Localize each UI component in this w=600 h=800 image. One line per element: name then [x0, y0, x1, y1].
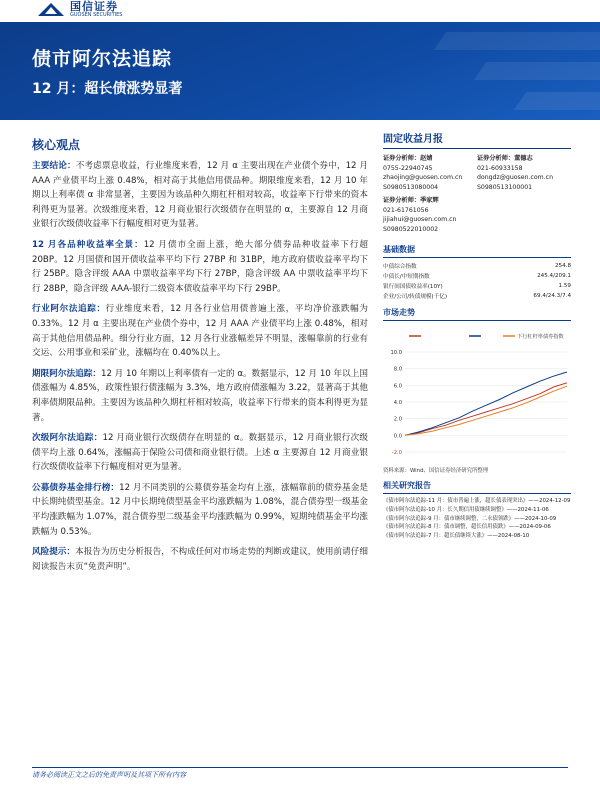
analyst-name: [383, 154, 477, 164]
basic-data-heading: 基础数据: [383, 244, 571, 258]
y-tick-label: 0.0: [393, 433, 402, 440]
summary-paragraph: [32, 431, 368, 475]
series-line: [405, 386, 567, 435]
paragraph-label: 公募债券基金排行榜：: [32, 482, 120, 493]
basic-data-label: 中债综合指数: [383, 264, 417, 270]
analyst-cert: S0980522010002: [383, 225, 439, 233]
title-banner: [0, 22, 600, 120]
analyst-name-text: 董德志: [514, 155, 533, 162]
summary-paragraph: [32, 367, 368, 425]
analyst-name-text: 季家辉: [420, 197, 439, 204]
paragraph-label: 次级阿尔法追踪：: [32, 433, 103, 444]
summary-paragraph: [32, 238, 368, 296]
y-tick-label: 6.0: [393, 383, 402, 390]
basic-data-value: 254.8: [554, 263, 571, 269]
paragraph-text: 本报告为历史分析报告，不构成任何对市场走势的判断或建议，使用前请仔细阅读报告末页“免责声明”。: [32, 547, 368, 572]
paragraph-text: 12 月 10 年期以上利率债有一定的 α。数据显示，12 月 10 年以上国债涨幅为 4.85%，政策性银行债涨幅为 3.3%，地方政府债涨幅为 3.22，显著高于其他利率债期限品种。主要因为该品种久期杠杆相对较高，收益率下行带来的资本利得更为显著。: [32, 368, 368, 423]
paragraph-text: 12 月不同类别的公募债券基金均有上涨，涨幅靠前的债券基金是中长期纯债型基金。12 月中长期纯债型基金平均涨跌幅为 1.08%，混合债券型一级基金平均涨跌幅为 1.07%，混合债券型二级基金平均涨跌幅为 0.99%，短期纯债基金平均涨跌幅为 0.53%。: [32, 482, 368, 537]
analyst-name: [477, 154, 571, 164]
analyst-role: 证券分析师：: [383, 155, 421, 162]
paragraph-text: 行业维度来看，12 月各行业信用债普遍上涨，平均净价涨跌幅为 0.33%。12 月 α 主要出现在产业债个券中，12 月 AAA 产业债平均上涨 0.48%，相对高于其他信用债品种。细分行业方面，12 月各行业涨幅差异不明显，涨幅靠前的行业有交运、公用事业和采矿业，涨幅均在 0.40%以上。: [32, 304, 368, 359]
report-subtitle: 12 月：超长债涨势显著: [32, 81, 183, 97]
paragraph-label: 行业阿尔法追踪：: [32, 304, 106, 315]
paragraph-label: 风险提示：: [32, 547, 76, 558]
summary-paragraph: [32, 481, 368, 539]
analyst-name: [383, 196, 477, 206]
summary-paragraph: [32, 545, 368, 574]
paragraph-text: 12 月债市全面上涨，绝大部分债券品种收益率下行超 20BP。12 月国债和国开债收益率平均下行 27BP 和 31BP，地方政府债收益率平均下行 25BP。隐含评级 AAA 中票收益率平均下行 27BP，隐含评级 AA 中票收益率平均下行 28BP，隐含评级 AAA-银行二级资本债收益率平均下行 29BP。: [32, 239, 369, 294]
analyst-card: [383, 154, 477, 192]
basic-data-row: [383, 281, 571, 291]
footer-disclaimer: 请务必阅读正文之后的免责声明及其项下所有内容: [32, 771, 186, 779]
legend-label: 下行杠杆率债券指数: [517, 334, 564, 340]
analyst-cert: S0980513080004: [383, 183, 439, 191]
basic-data-value: 69.4/24.3/7.4: [533, 293, 571, 299]
related-research-heading: 相关研究报告: [383, 480, 571, 494]
paragraph-label: 主要结论：: [32, 161, 76, 171]
basic-data-row: [383, 271, 571, 281]
summary-paragraph: [32, 159, 368, 232]
related-research-list: [383, 497, 571, 541]
analyst-email[interactable]: dongdz@guosen.com.cn: [477, 174, 553, 181]
logo-name-cn: 国信证券: [70, 0, 118, 13]
paragraph-text: 不考虑票息收益，行业维度来看，12 月 α 主要出现在产业债个券中，12 月 AAA 产业债平均上涨 0.48%，相对高于其他信用债品种。期限维度来看，12 月 10 年期以上利率债 α 非常显著，主要因为该品种久期杠杆相对较高，收益率下行带来的资本利得更为显著。次级维度来看，12 月商业银行次级债存在明显的 α，主要源自 12 月商业银行次级债收益率下行幅度相对更为显著。: [32, 161, 368, 230]
basic-data-label: 银行间国债收益率(10Y): [383, 284, 443, 290]
basic-data-table: [383, 261, 571, 301]
report-type: 固定收益月报: [383, 130, 571, 149]
related-report-link[interactable]: 《债市阿尔法追踪-10 月：长久期信用债继续调整》——2024-11-06: [383, 506, 549, 513]
basic-data-value: 1.59: [558, 283, 571, 289]
logo-name-en: GUOSEN SECURITIES: [70, 11, 123, 18]
basic-data-label: 中债长/中短期指数: [383, 274, 430, 280]
guosen-logo: [38, 0, 122, 18]
market-trend-chart: [383, 324, 571, 464]
analyst-card: [477, 154, 571, 192]
analyst-phone: 0755-22940745: [383, 164, 433, 172]
market-trend-heading: 市场走势: [383, 307, 571, 321]
paragraph-label: 12 月各品种收益率全景：: [32, 239, 144, 250]
analyst-role: 证券分析师：: [383, 197, 421, 204]
basic-data-row: [383, 291, 571, 301]
y-tick-label: 8.0: [393, 366, 402, 373]
basic-data-value: 245.4/209.1: [537, 273, 571, 279]
main-content: [32, 130, 368, 580]
summary-paragraph: [32, 302, 368, 360]
analyst-cert: S0980513100001: [477, 183, 533, 191]
y-tick-label: -2.0: [391, 450, 402, 456]
related-report-link[interactable]: 《债市阿尔法追踪-7 月：超长债继续大涨》——2024-08-10: [383, 533, 530, 540]
analyst-phone: 021-60933158: [477, 164, 523, 172]
series-line: [405, 383, 567, 436]
logo-mark-icon: [38, 1, 64, 17]
analyst-email[interactable]: zhaojing@guosen.com.cn: [383, 174, 463, 181]
series-line: [405, 372, 567, 435]
chart-source: 资料来源：Wind、国信证券经济研究所整理: [383, 468, 489, 474]
analyst-role: 证券分析师：: [477, 155, 515, 162]
core-views-heading: 核心观点: [32, 138, 81, 152]
basic-data-label: 企业/公司/转债规模(千亿): [383, 294, 448, 300]
related-report-link[interactable]: 《债市阿尔法追踪-8 月：债市调整，超长信用债跌》——2024-09-06: [383, 524, 551, 531]
analyst-name-text: 赵婧: [420, 155, 433, 162]
analyst-list: [383, 154, 571, 238]
paragraph-text: 12 月商业银行次级债存在明显的 α。数据显示，12 月商业银行次级债平均上涨 0.64%，涨幅高于保险公司债和商业银行债。上述 α 主要源自 12 月商业银行次级债收益率下行幅度相对更为显著。: [32, 433, 368, 473]
analyst-email[interactable]: jijiahui@guosen.com.cn: [383, 216, 457, 223]
sidebar: [383, 130, 571, 541]
market-trend-svg: [383, 324, 571, 464]
report-title: 债市阿尔法追踪: [32, 48, 173, 70]
related-report-link[interactable]: 《债市阿尔法追踪-11 月：债市普遍上涨，超长债表现突出》——2024-12-09: [383, 498, 571, 504]
analyst-phone: 021-61761056: [383, 206, 429, 214]
y-tick-label: 10.0: [390, 350, 402, 356]
paragraph-label: 期限阿尔法追踪：: [32, 368, 101, 379]
related-report-link[interactable]: 《债市阿尔法追踪-9 月：债市继续调整，二永债领跌》——2024-10-09: [383, 515, 557, 522]
footer-divider: [32, 767, 568, 768]
basic-data-row: [383, 261, 571, 271]
analyst-card: [383, 196, 477, 234]
y-tick-label: 2.0: [393, 416, 402, 423]
y-tick-label: 4.0: [393, 400, 402, 406]
top-bar: [0, 0, 600, 22]
